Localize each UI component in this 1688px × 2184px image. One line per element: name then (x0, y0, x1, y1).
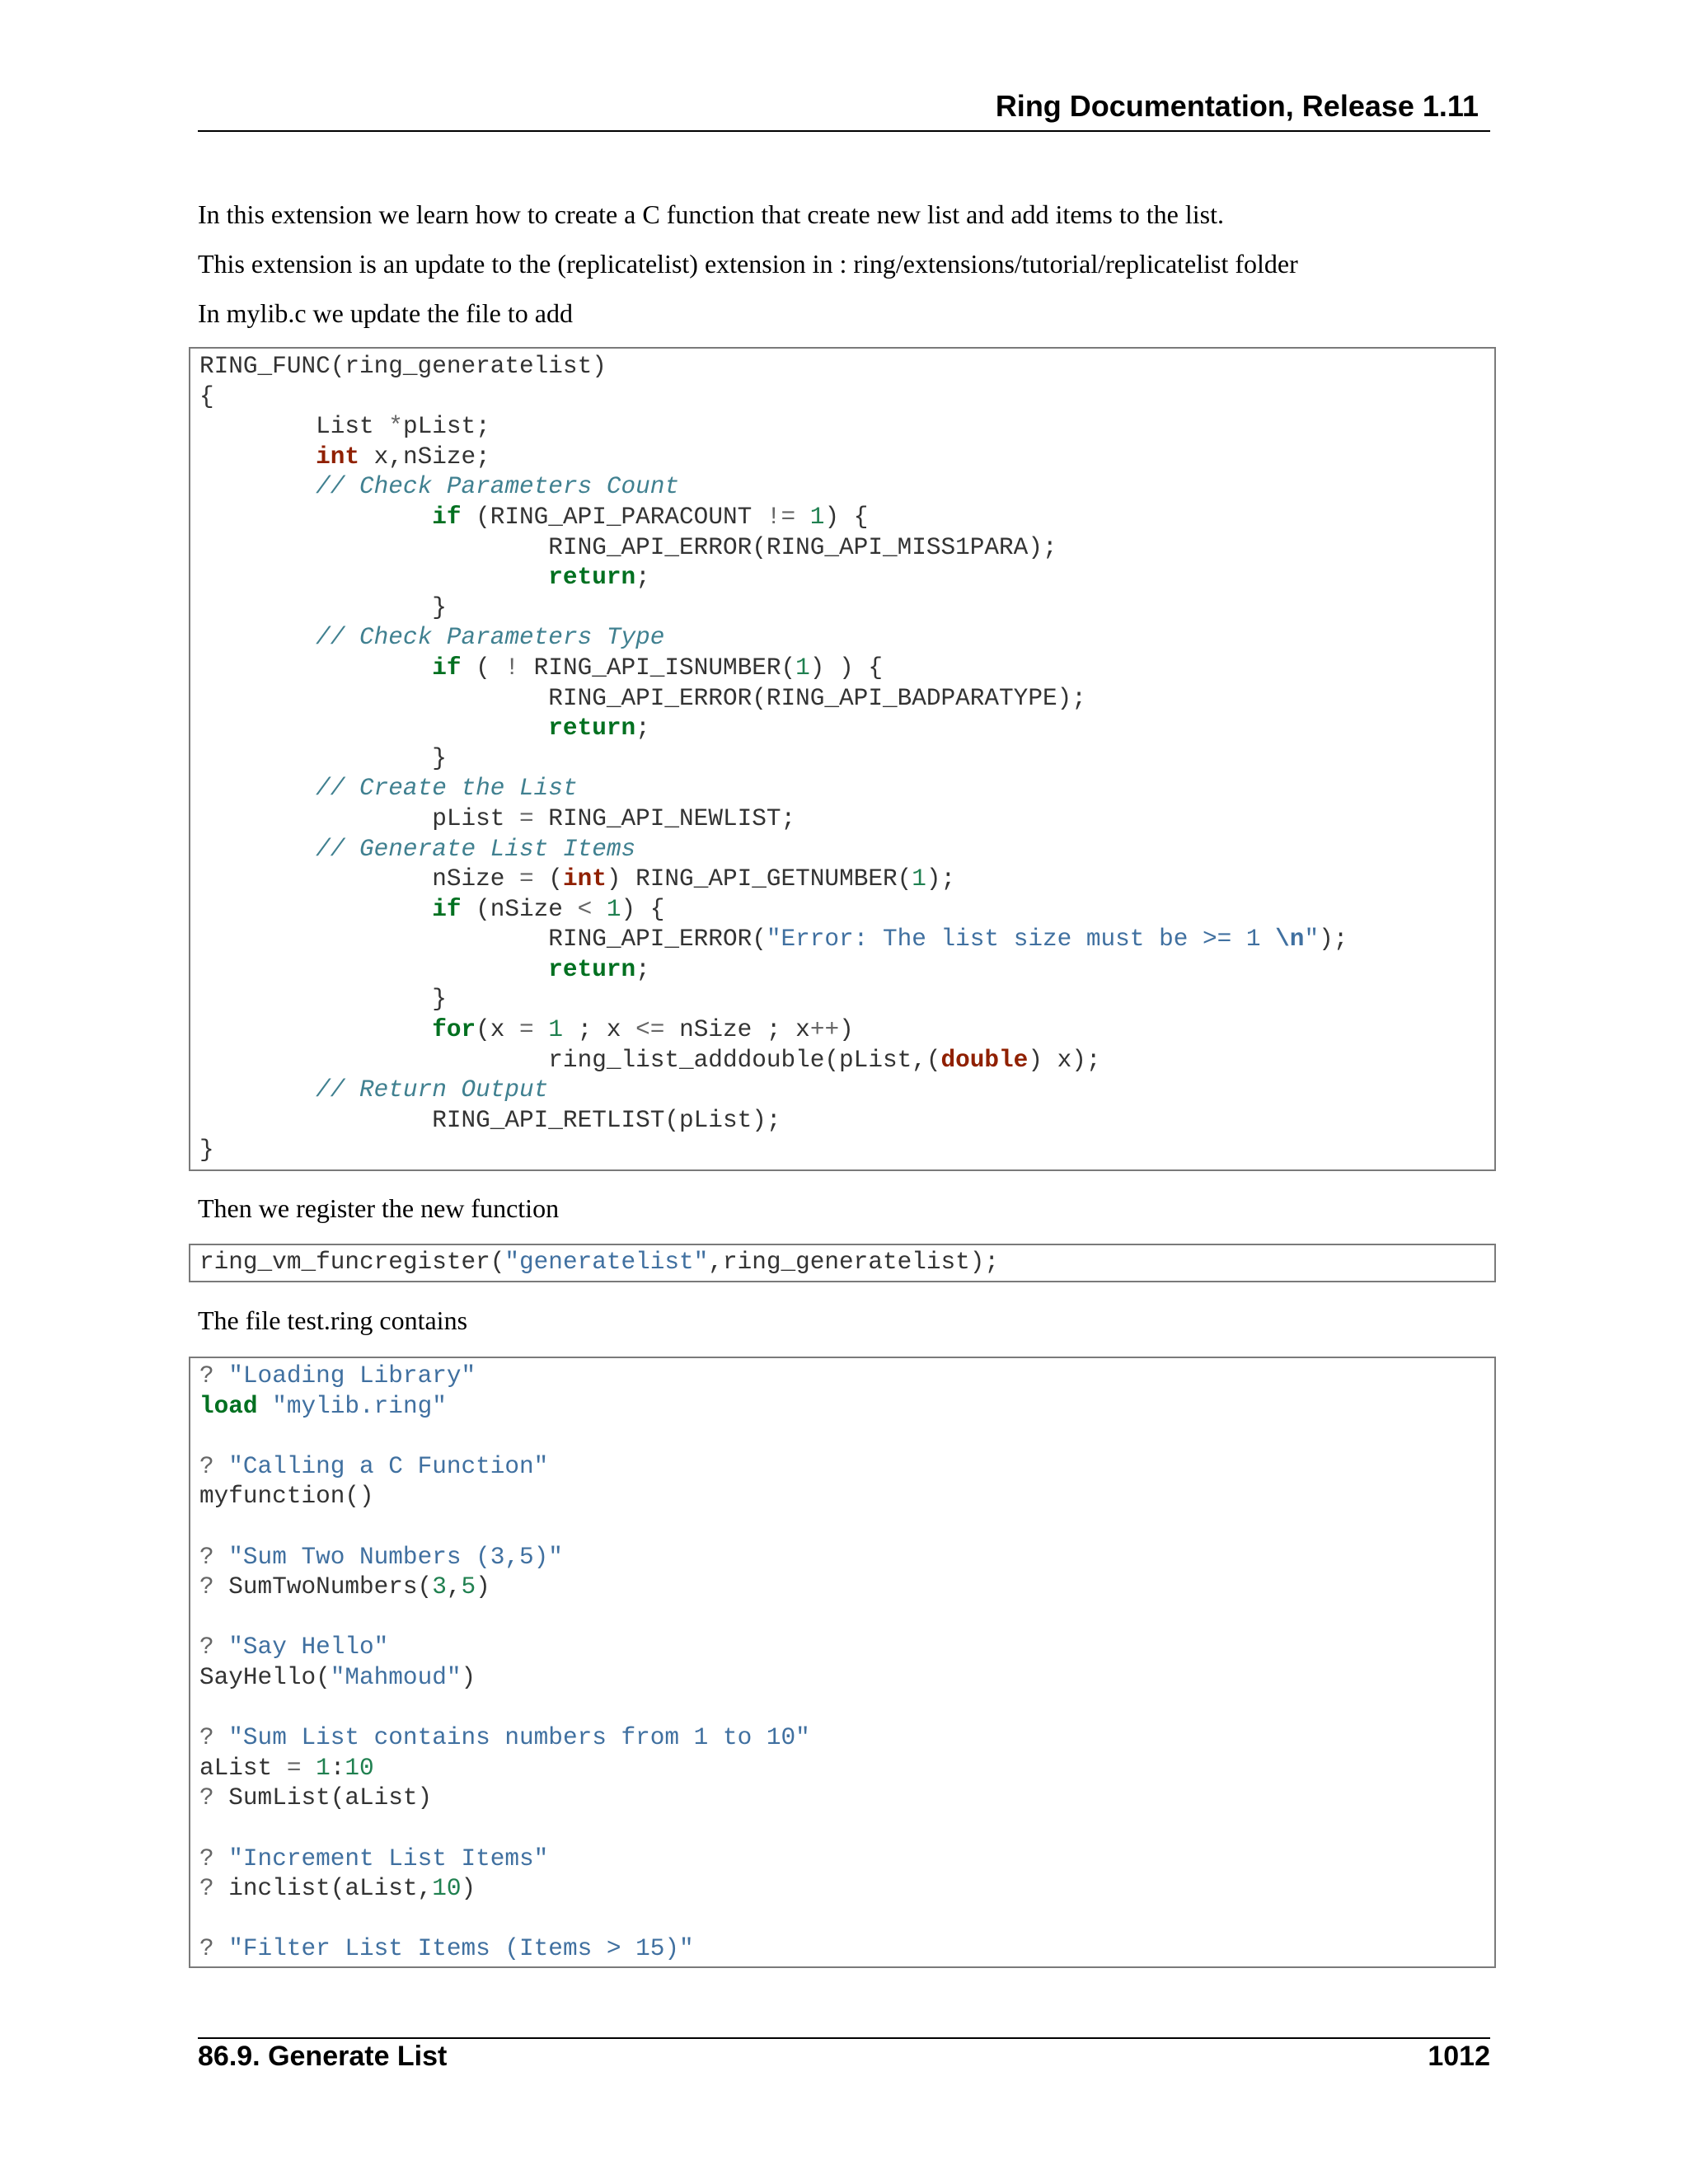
code-line (199, 1512, 1494, 1543)
code-line: if (nSize < 1) { (432, 895, 665, 923)
code-block-test-ring (189, 1357, 1496, 1968)
code-line: // Create the List (316, 775, 578, 803)
code-line: RING_API_ERROR("Error: The list size must be >= 1 \n"); (199, 926, 1348, 954)
code-line: } (199, 986, 447, 1014)
page-header-title: Ring Documentation, Release 1.11 (995, 89, 1479, 123)
code-line: nSize = (int) RING_API_GETNUMBER(1); (199, 865, 956, 893)
code-line: if (RING_API_PARACOUNT != 1) { (432, 503, 869, 531)
code-line: myfunction() (199, 1483, 374, 1511)
code-line: for(x = 1 ; x <= nSize ; x++) (432, 1016, 854, 1044)
code-line: ring_list_adddouble(pList,(double) x); (199, 1046, 1101, 1074)
code-line: RING_FUNC(ring_generatelist) (199, 353, 607, 380)
code-line (199, 1603, 1494, 1633)
code-line: return; (548, 564, 650, 592)
code-block-mylib-c (189, 347, 1496, 1171)
code-line: ? "Increment List Items" (199, 1844, 549, 1872)
intro-paragraph-1: In this extension we learn how to create a C function that create new list and add items to the list. (198, 199, 1224, 229)
code-line: pList = RING_API_NEWLIST; (199, 804, 796, 832)
code-line: SayHello("Mahmoud") (199, 1663, 476, 1691)
code-line: ? SumTwoNumbers(3,5) (199, 1573, 490, 1601)
code-line: ? inclist(aList,10) (199, 1875, 476, 1903)
code-block-register (189, 1244, 1496, 1282)
code-line: List *pList; (199, 413, 490, 441)
code-line: int x,nSize; (316, 443, 490, 471)
code-line (199, 1694, 1494, 1724)
footer-page-number: 1012 (1428, 2041, 1490, 2072)
code-line: // Check Parameters Count (316, 473, 680, 501)
code-line: ? SumList(aList) (199, 1784, 433, 1812)
intro-paragraph-3: In mylib.c we update the file to add (198, 298, 573, 328)
code-line: ? "Calling a C Function" (199, 1452, 549, 1480)
code-line: // Generate List Items (316, 835, 636, 863)
code-line: } (199, 744, 447, 772)
test-ring-paragraph: The file test.ring contains (198, 1305, 468, 1335)
code-line: ? "Say Hello" (199, 1633, 389, 1661)
code-line: aList = 1:10 (199, 1754, 374, 1782)
footer-rule (198, 2037, 1490, 2039)
code-line: return; (548, 955, 650, 983)
code-line: ? "Filter List Items (Items > 15)" (199, 1935, 694, 1963)
code-line (199, 1905, 1494, 1935)
intro-paragraph-2: This extension is an update to the (replicatelist) extension in : ring/extensions/tutorial/replicatelist folder (198, 249, 1298, 279)
register-paragraph: Then we register the new function (198, 1193, 560, 1223)
code-line: ? "Sum Two Numbers (3,5)" (199, 1543, 563, 1571)
code-line (199, 1814, 1494, 1844)
code-line: ? "Loading Library" (199, 1362, 476, 1390)
code-line: // Check Parameters Type (316, 624, 665, 652)
code-line: RING_API_RETLIST(pList); (199, 1106, 781, 1134)
code-line: // Return Output (316, 1076, 549, 1104)
code-line: } (199, 593, 447, 621)
code-line: } (199, 1137, 214, 1165)
code-line: ? "Sum List contains numbers from 1 to 10" (199, 1724, 810, 1752)
code-line: RING_API_ERROR(RING_API_BADPARATYPE); (199, 684, 1086, 712)
code-line: { (199, 382, 214, 410)
code-line: return; (548, 715, 650, 743)
header-rule (198, 130, 1490, 132)
code-line: load "mylib.ring" (199, 1392, 447, 1420)
code-line: if ( ! RING_API_ISNUMBER(1) ) { (432, 654, 883, 682)
code-line (199, 1422, 1494, 1452)
code-line: ring_vm_funcregister("generatelist",ring_generatelist); (199, 1249, 1000, 1276)
code-line: RING_API_ERROR(RING_API_MISS1PARA); (199, 533, 1057, 561)
footer-section-title: 86.9. Generate List (198, 2041, 448, 2072)
